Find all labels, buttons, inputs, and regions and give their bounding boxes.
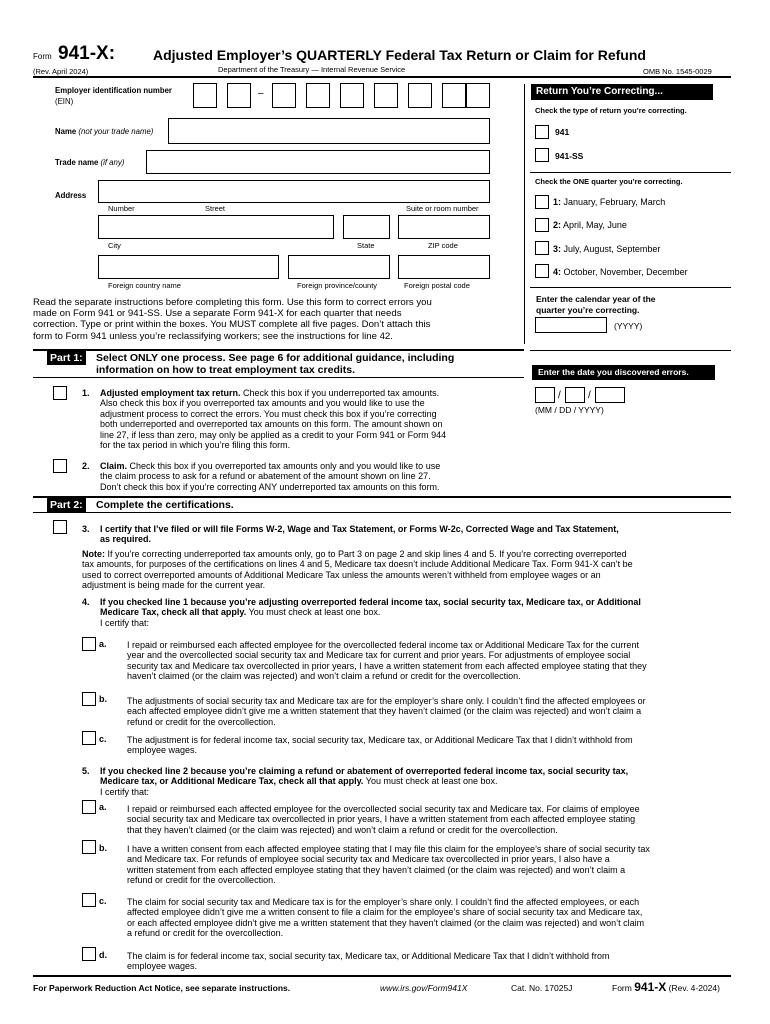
ein-digit-5[interactable] xyxy=(340,83,364,108)
ein-sub: (EIN) xyxy=(55,97,74,106)
footer-form-num: 941-X xyxy=(634,980,667,994)
line1-first-row xyxy=(100,388,520,398)
line5-second-row xyxy=(100,776,730,786)
line4b-letter: b. xyxy=(99,694,107,704)
footer-form-id xyxy=(612,980,720,994)
line4-row: If you checked line 1 because you’re adjusting overreported federal income tax, social security tax, Medicare tax, or Additional xyxy=(100,597,641,607)
line5b-text xyxy=(127,844,730,886)
foreign-country-input[interactable] xyxy=(98,255,279,279)
line4a-letter: a. xyxy=(99,639,107,649)
street-input[interactable] xyxy=(98,180,490,203)
line5b-row: and Medicare tax. For refunds of employee social security tax and Medicare tax overcollected in prior years, I also have a xyxy=(127,854,610,865)
line5c-row: The claim for social security tax and Medicare tax is for the employer’s share only. I couldn’t find the affected employees, or each xyxy=(127,897,640,907)
line5a-row: I repaid or reimbursed each affected employee for the overcollected social security tax and Medicare tax. For claims of employee xyxy=(127,804,640,814)
line1-text xyxy=(100,388,520,450)
date-discovered-header: Enter the date you discovered errors. xyxy=(532,365,715,380)
line5-bold-row: Medicare tax, or Additional Medicare Tax, check all that apply. xyxy=(100,776,364,787)
form-header xyxy=(0,0,770,80)
instructions-line: Read the separate instructions before completing this form. Use this form to correct errors you xyxy=(33,297,432,308)
part2-bottom-rule xyxy=(33,512,731,513)
line4a-row: haven’t claimed (or the claim was rejected) and won’t claim a refund or credit for the overcollection. xyxy=(127,671,521,682)
part2-title: Complete the certifications. xyxy=(96,499,234,511)
line4-bold-row: Medicare Tax, check all that apply. xyxy=(100,607,247,618)
line5b-letter: b. xyxy=(99,843,107,853)
line4b-row: The adjustments of social security tax and Medicare tax are for the employer’s share only. I couldn’t find the affected employees or xyxy=(127,696,646,706)
number-caption: Number xyxy=(108,204,135,213)
header-rule xyxy=(33,76,731,78)
ein-label: Employer identification number xyxy=(55,86,172,95)
ein-digit-8[interactable] xyxy=(442,83,466,108)
checkbox-q1[interactable] xyxy=(535,195,549,209)
checkbox-line3[interactable] xyxy=(53,520,67,534)
q1-num: 1: xyxy=(553,197,562,207)
name-label-text: Name xyxy=(55,127,77,136)
line5d-row: The claim is for federal income tax, social security tax, Medicare tax, or Additional Medicare Tax that I didn’t withhold from xyxy=(127,951,610,961)
right-rule-3 xyxy=(530,350,731,351)
paperwork-notice: For Paperwork Reduction Act Notice, see separate instructions. xyxy=(33,983,291,993)
ein-dash: – xyxy=(258,88,264,99)
address-label: Address xyxy=(55,191,87,200)
name-label-note: (not your trade name) xyxy=(78,127,154,136)
foreign-postal-input[interactable] xyxy=(398,255,490,279)
line4a-row: year and the overcollected social security tax and Medicare tax for current and prior years. For adjustments of employee social xyxy=(127,650,631,661)
date-day-input[interactable] xyxy=(565,387,585,403)
instructions-line: form to Form 941 unless you’re reclassifying workers; see the instructions for line 42. xyxy=(33,330,393,342)
checkbox-941ss[interactable] xyxy=(535,148,549,162)
line4a-row: security tax and Medicare tax overcollected in prior years, I have a written statement from each affected employee stating that they xyxy=(127,660,647,671)
footer-form-word: Form xyxy=(612,983,632,993)
ein-digit-6[interactable] xyxy=(374,83,398,108)
note-row: tax amounts, for purposes of the certifications on lines 4 and 5, Medicare tax doesn’t include Additional Medicare Tax. Form 941-X can’t be xyxy=(82,559,633,570)
name-label xyxy=(55,127,153,136)
checkbox-line4a[interactable] xyxy=(82,637,96,651)
right-rule-1 xyxy=(530,172,731,173)
line5a-letter: a. xyxy=(99,802,107,812)
part1-label: Part 1: xyxy=(47,351,86,365)
line4-text xyxy=(100,597,730,628)
right-rule-2 xyxy=(530,287,731,288)
trade-label-note: (if any) xyxy=(100,158,125,167)
line5a-text xyxy=(127,804,730,835)
name-input[interactable] xyxy=(168,118,490,144)
part1-title-1: Select ONLY one process. See page 6 for additional guidance, including xyxy=(96,352,455,364)
checkbox-line1[interactable] xyxy=(53,386,67,400)
trade-name-input[interactable] xyxy=(146,150,490,174)
line5-row: If you checked line 2 because you’re claiming a refund or abatement of overreported federal income tax, social security tax, xyxy=(100,766,629,776)
line5d-letter: d. xyxy=(99,950,107,960)
year-label-1: Enter the calendar year of the xyxy=(536,294,656,304)
note-row: adjustment is being made for the current year. xyxy=(82,580,266,591)
note-row: used to correct overreported amounts of Additional Medicare Tax unless the amounts weren’t withheld from employee wages or an xyxy=(82,569,601,580)
ein-digit-1[interactable] xyxy=(193,83,217,108)
line5b-row: refund or credit for the overcollection. xyxy=(127,875,276,886)
part1-bottom-rule xyxy=(33,377,524,378)
foreign-postal-caption: Foreign postal code xyxy=(404,281,470,290)
ein-digit-3[interactable] xyxy=(272,83,296,108)
trade-label-text: Trade name xyxy=(55,158,99,167)
part1-title-2: information on how to treat employment tax credits. xyxy=(96,364,356,376)
line1-row: Also check this box if you overreported tax amounts and you would like to use the xyxy=(100,398,425,409)
state-caption: State xyxy=(357,241,375,250)
line5d-row: employee wages. xyxy=(127,961,198,972)
part2-label: Part 2: xyxy=(47,498,86,512)
q1-label xyxy=(553,197,665,207)
checkbox-line5a[interactable] xyxy=(82,800,96,814)
line5a-row: that they haven’t claimed (or the claim was rejected) and won’t claim a refund or credit for the overcollection. xyxy=(127,824,558,835)
checkbox-line2[interactable] xyxy=(53,459,67,473)
foreign-province-input[interactable] xyxy=(288,255,390,279)
rev-date: (Rev. April 2024) xyxy=(33,67,89,76)
line2-row: the claim process to ask for a refund or abatement of the amount shown on line 27. xyxy=(100,471,431,482)
certify-text-4: I certify that: xyxy=(100,617,150,628)
instructions-paragraph xyxy=(33,297,501,342)
date-slash-1: / xyxy=(558,390,561,401)
zip-caption: ZIP code xyxy=(428,241,458,250)
form-word: Form xyxy=(33,52,52,61)
q3-label xyxy=(553,244,660,254)
line4b-text xyxy=(127,696,730,727)
q3-num: 3: xyxy=(553,244,562,254)
certify-text-5: I certify that: xyxy=(100,786,150,797)
ein-digit-2[interactable] xyxy=(227,83,251,108)
foreign-country-caption: Foreign country name xyxy=(108,281,181,290)
line4c-text xyxy=(127,735,730,756)
year-label-2: quarter you’re correcting. xyxy=(536,305,640,315)
footer-rule xyxy=(33,975,731,977)
line5-text xyxy=(100,766,730,797)
irs-url[interactable]: www.irs.gov/Form941X xyxy=(380,983,468,993)
checkbox-q2[interactable] xyxy=(535,218,549,232)
part2-top-rule xyxy=(33,496,731,498)
line5c-row: affected employee didn’t give me a written consent to file a claim for the employee’s share of social security tax and Medicare tax, xyxy=(127,907,643,918)
line2-row: Don’t check this box if you’re correcting ANY underreported tax amounts on this form. xyxy=(100,481,440,492)
return-correcting-header: Return You’re Correcting... xyxy=(531,84,713,100)
line4a-row: I repaid or reimbursed each affected employee for the overcollected federal income tax or Additional Medicare Tax for the current xyxy=(127,640,639,650)
form-title: Adjusted Employer’s QUARTERLY Federal Tax Return or Claim for Refund xyxy=(153,47,646,63)
note-first-row xyxy=(82,549,730,559)
department: Department of the Treasury — Internal Revenue Service xyxy=(218,65,406,74)
foreign-province-caption: Foreign province/county xyxy=(297,281,378,290)
line2-first-row xyxy=(100,461,520,471)
q2-label xyxy=(553,220,627,230)
q2-num: 2: xyxy=(553,220,562,230)
zip-input[interactable] xyxy=(398,215,490,239)
q4-num: 4: xyxy=(553,267,562,277)
instructions-line: correction. Type or print within the boxes. You MUST complete all five pages. Don’t attach this xyxy=(33,319,431,331)
line3-row: as required. xyxy=(100,534,152,545)
line1-row: adjustment process to correct the errors. You must check this box if you’re correcting xyxy=(100,408,437,419)
q1-text: January, February, March xyxy=(563,197,666,207)
line4c-row: The adjustment is for federal income tax, social security tax, Medicare tax, or Additional Medicare Tax that I didn’t withhold from xyxy=(127,735,633,745)
street-caption: Street xyxy=(205,204,226,213)
trade-name-label xyxy=(55,158,124,167)
line5-tail: You must check at least one box. xyxy=(365,776,498,787)
ein-digit-9[interactable] xyxy=(466,83,490,108)
check-type-text: Check the type of return you’re correcting. xyxy=(535,106,687,115)
checkbox-line5c[interactable] xyxy=(82,893,96,907)
ein-digit-4[interactable] xyxy=(306,83,330,108)
line4a-text xyxy=(127,640,730,682)
q4-text: October, November, December xyxy=(563,267,688,277)
line1-row: for the tax period in which you’re filing this form. xyxy=(100,440,291,451)
line4c-row: employee wages. xyxy=(127,745,198,756)
part1-top-rule xyxy=(33,349,524,351)
instructions-line: made on Form 941 or 941-SS. Use a separate Form 941-X for each quarter that needs xyxy=(33,308,402,320)
line3-text xyxy=(100,524,730,545)
line2-bold: Claim. xyxy=(100,461,128,471)
line2-num: 2. xyxy=(82,461,90,471)
suite-caption: Suite or room number xyxy=(406,204,479,213)
line1-num: 1. xyxy=(82,388,90,398)
line5-num: 5. xyxy=(82,766,90,776)
check-quarter-text: Check the ONE quarter you’re correcting. xyxy=(535,177,683,186)
line5b-row: written statement from each affected employee stating that they haven’t claimed (or the claim was rejected) and won’t claim a xyxy=(127,864,626,875)
line1-row: Check this box if you underreported tax amounts. xyxy=(243,388,440,398)
cat-number: Cat. No. 17025J xyxy=(511,983,573,993)
line5c-row: a refund or credit for the overcollection. xyxy=(127,928,284,939)
line1-row: line 27, if less than zero, may only be applied as a credit to your Form 941 or Form 944 xyxy=(100,429,447,440)
line4-second-row xyxy=(100,607,730,617)
date-month-input[interactable] xyxy=(535,387,555,403)
checkbox-line5b[interactable] xyxy=(82,840,96,854)
line1-bold: Adjusted employment tax return. xyxy=(100,388,241,398)
q3-text: July, August, September xyxy=(563,244,661,254)
footer-rev: (Rev. 4-2024) xyxy=(668,983,720,993)
opt-941ss-label: 941-SS xyxy=(555,151,584,161)
line2-row: Check this box if you overreported tax amounts only and you would like to use xyxy=(129,461,441,471)
line4-num: 4. xyxy=(82,597,90,607)
line4b-row: refund or credit for the overcollection. xyxy=(127,716,276,727)
q4-label xyxy=(553,267,688,277)
line2-text xyxy=(100,461,520,492)
line3-num: 3. xyxy=(82,524,90,534)
checkbox-q3[interactable] xyxy=(535,241,549,255)
note-bold: Note: xyxy=(82,549,105,559)
opt-941-label: 941 xyxy=(555,127,570,137)
state-input[interactable] xyxy=(343,215,390,239)
note-row: If you’re correcting underreported tax amounts only, go to Part 3 on page 2 and skip lines 4 and 5. If you’re correcting overreported xyxy=(107,549,627,559)
checkbox-941[interactable] xyxy=(535,125,549,139)
city-input[interactable] xyxy=(98,215,334,239)
line5a-row: social security tax and Medicare tax overcollected in prior years, I have a written statement from each affected employee stating xyxy=(127,814,636,825)
right-panel-divider xyxy=(524,84,525,344)
date-slash-2: / xyxy=(588,390,591,401)
q2-text: April, May, June xyxy=(563,220,627,230)
form-number: 941-X: xyxy=(58,43,116,64)
checkbox-line5d[interactable] xyxy=(82,947,96,961)
line4c-letter: c. xyxy=(99,734,107,744)
line5c-text xyxy=(127,897,730,939)
year-input[interactable] xyxy=(535,317,607,333)
line4-tail: You must check at least one box. xyxy=(248,607,381,618)
line5c-letter: c. xyxy=(99,896,107,906)
line5c-row: or each affected employee didn’t give me a written statement that they haven’t claimed (or the claim was rejected) and won’t claim xyxy=(127,917,645,928)
note-text xyxy=(82,549,730,591)
omb-number: OMB No. 1545-0029 xyxy=(643,67,712,76)
yyyy-caption: (YYYY) xyxy=(614,321,643,331)
date-format-caption: (MM / DD / YYYY) xyxy=(535,405,604,415)
ein-digit-7[interactable] xyxy=(408,83,432,108)
line4b-row: each affected employee didn’t give me a written statement that they haven’t claimed (or the claim was rejected) and won’t claim a xyxy=(127,706,642,717)
line3-row: I certify that I’ve filed or will file Forms W-2, Wage and Tax Statement, or Forms W-2c, Corrected Wage and Tax Statement, xyxy=(100,524,619,534)
line1-row: both underreported and overreported tax amounts on this form. The amount shown on xyxy=(100,419,443,430)
line5d-text xyxy=(127,951,730,972)
checkbox-line4c[interactable] xyxy=(82,731,96,745)
checkbox-line4b[interactable] xyxy=(82,692,96,706)
line5b-row: I have a written consent from each affected employee stating that I may file this claim for the employee’s share of social security tax xyxy=(127,844,650,854)
city-caption: City xyxy=(108,241,121,250)
checkbox-q4[interactable] xyxy=(535,264,549,278)
date-year-input[interactable] xyxy=(595,387,625,403)
